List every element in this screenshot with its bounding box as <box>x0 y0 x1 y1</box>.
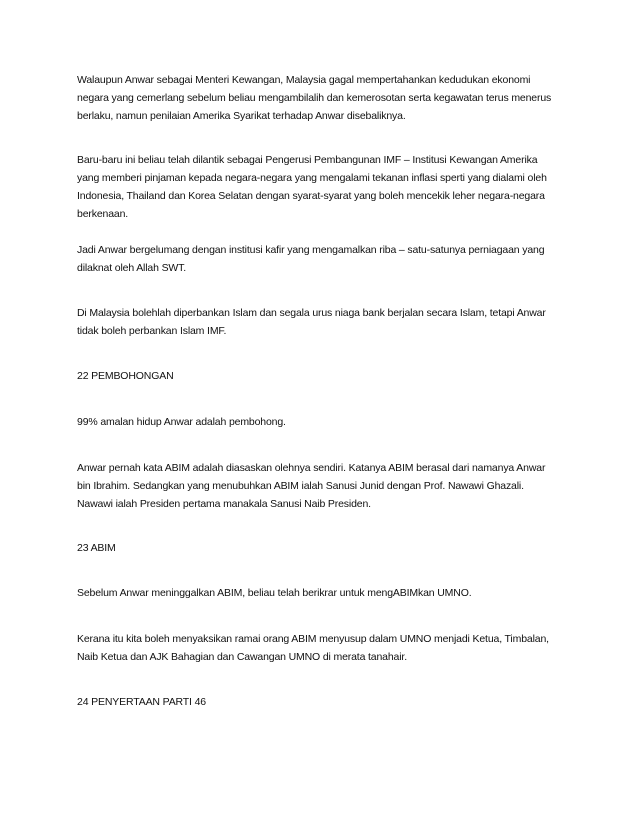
text-line: Walaupun Anwar sebagai Menteri Kewangan, Malaysia gagal mempertahankan kedudukan ekonomi <box>77 74 531 86</box>
section-heading-24 <box>77 693 577 711</box>
paragraph-99-percent <box>77 413 577 431</box>
paragraph-imf-appointment <box>77 151 577 223</box>
text-line: Indonesia, Thailand dan Korea Selatan dengan syarat-syarat yang boleh mencekik leher negara-negara <box>77 190 545 202</box>
section-heading-23 <box>77 539 577 557</box>
text-line: dilaknat oleh Allah SWT. <box>77 262 187 274</box>
text-line: bin Ibrahim. Sedangkan yang menubuhkan ABIM ialah Sanusi Junid dengan Prof. Nawawi Ghazali. <box>77 480 524 492</box>
text-line: tidak boleh perbankan Islam IMF. <box>77 325 227 337</box>
text-line: Nawawi ialah Presiden pertama manakala Sanusi Naib Presiden. <box>77 498 371 510</box>
paragraph-abim-infiltration <box>77 630 577 666</box>
heading-line: 22 PEMBOHONGAN <box>77 370 174 382</box>
heading-line: 24 PENYERTAAN PARTI 46 <box>77 696 206 708</box>
paragraph-abim-founding <box>77 459 577 513</box>
section-heading-22 <box>77 367 577 385</box>
text-line: Jadi Anwar bergelumang dengan institusi kafir yang mengamalkan riba – satu-satunya perniagaan yang <box>77 244 545 256</box>
text-line: Sebelum Anwar meninggalkan ABIM, beliau telah berikrar untuk mengABIMkan UMNO. <box>77 587 472 599</box>
text-line: Naib Ketua dan AJK Bahagian dan Cawangan UMNO di merata tanahair. <box>77 651 407 663</box>
paragraph-riba-institution <box>77 241 577 277</box>
paragraph-islamic-banking <box>77 304 577 340</box>
text-line: 99% amalan hidup Anwar adalah pembohong. <box>77 416 286 428</box>
paragraph-anwar-finance-minister <box>77 71 577 125</box>
text-line: berlaku, namun penilaian Amerika Syarikat terhadap Anwar disebaliknya. <box>77 110 406 122</box>
text-line: Kerana itu kita boleh menyaksikan ramai orang ABIM menyusup dalam UMNO menjadi Ketua, Timbalan, <box>77 633 549 645</box>
text-line: negara yang cemerlang sebelum beliau mengambilalih dan kemerosotan serta kegawatan terus menerus <box>77 92 552 104</box>
text-line: berkenaan. <box>77 208 129 220</box>
text-line: Di Malaysia bolehlah diperbankan Islam dan segala urus niaga bank berjalan secara Islam, tetapi Anwar <box>77 307 546 319</box>
paragraph-abim-umno-pledge <box>77 584 577 602</box>
text-line: yang memberi pinjaman kepada negara-negara yang mengalami tekanan inflasi sperti yang dialami oleh <box>77 172 547 184</box>
text-line: Anwar pernah kata ABIM adalah diasaskan olehnya sendiri. Katanya ABIM berasal dari namanya Anwar <box>77 462 546 474</box>
heading-line: 23 ABIM <box>77 542 116 554</box>
text-line: Baru-baru ini beliau telah dilantik sebagai Pengerusi Pembangunan IMF – Institusi Kewangan Amerika <box>77 154 538 166</box>
